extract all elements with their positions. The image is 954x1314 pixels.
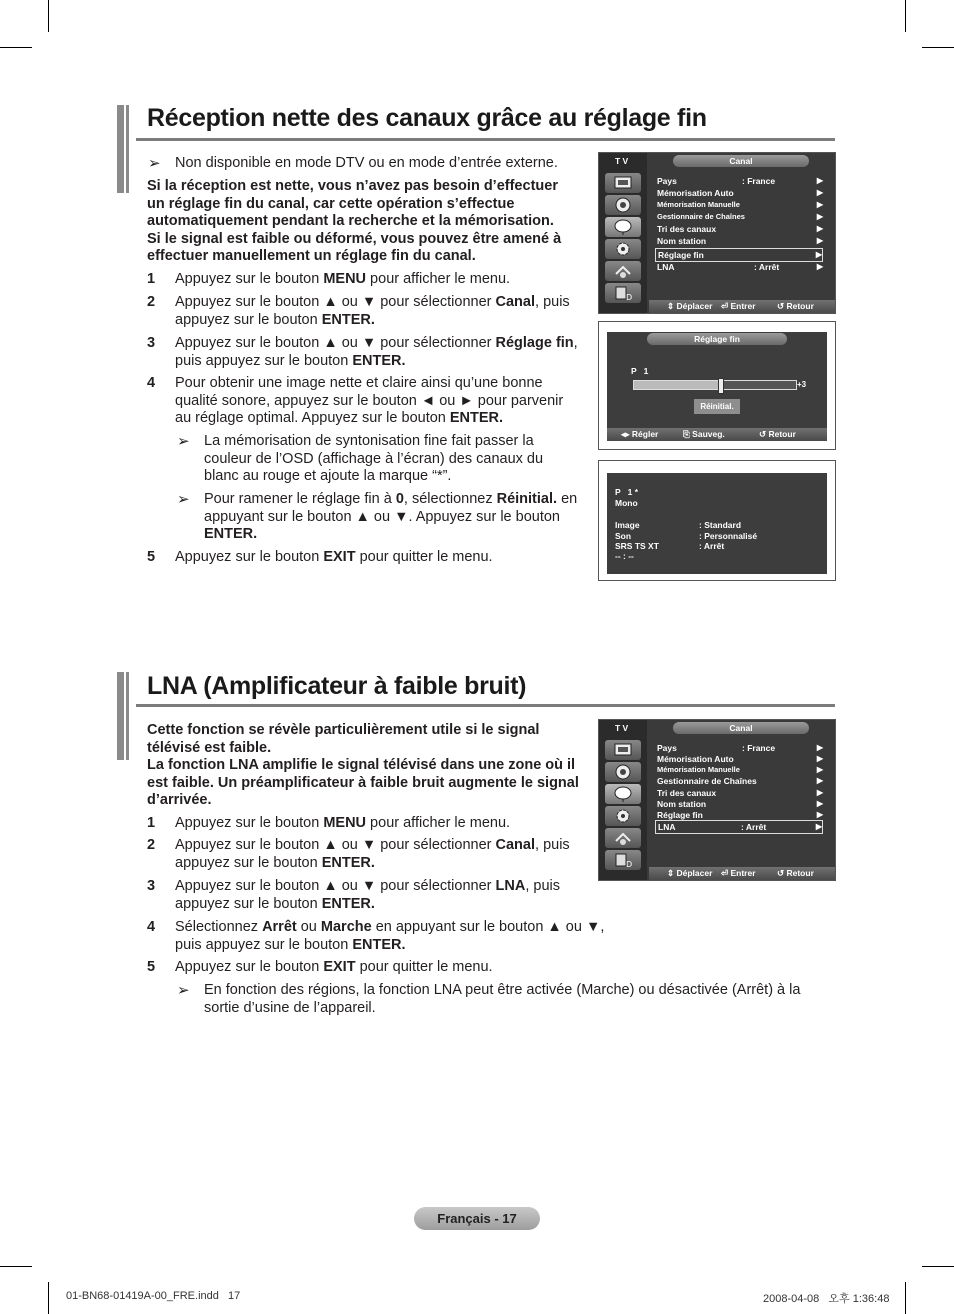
section-side-bars	[117, 672, 129, 760]
osd-sidebar: T V D	[599, 153, 647, 313]
date-slug: 2008-04-08 오후 1:36:48	[763, 1293, 890, 1305]
osd-row-tri[interactable]: Tri des canaux ▶	[657, 224, 823, 234]
step-number: 4	[147, 375, 156, 391]
osd-footer: ⇕ Déplacer ⏎ Entrer ↺ Retour	[649, 300, 835, 313]
step-text: Appuyez sur le bouton MENU pour afficher le menu.	[175, 271, 511, 287]
slider-value: +3	[797, 380, 807, 389]
osd-row-nom-station[interactable]: Nom station ▶	[657, 799, 823, 809]
setup-icon	[605, 806, 641, 826]
info-row-value: : Arrêt	[699, 541, 725, 551]
osd-row-tri[interactable]: Tri des canaux ▶	[657, 788, 823, 798]
osd-sidebar: T V D	[599, 720, 647, 880]
svg-text:D: D	[626, 293, 633, 302]
osd-footer: ⇕ Déplacer ⏎ Entrer ↺ Retour	[649, 867, 835, 880]
osd-info	[598, 460, 836, 581]
step-text: Pour obtenir une image nette et claire ainsi qu’une bonne qualité sonore, appuyez sur le bouton ◄ ou ► pour parvenir au réglage optimal. Appuyez sur le bouton ENTER.	[175, 375, 564, 426]
osd-row-lna[interactable]: LNA : Arrêt ▶	[655, 820, 823, 834]
channel-icon	[605, 784, 641, 804]
osd-row-nom-station[interactable]: Nom station ▶	[657, 236, 823, 246]
osd-header: Canal	[673, 155, 809, 167]
note-arrow-icon: ➢	[177, 491, 190, 508]
osd-canal-menu	[598, 152, 836, 314]
step-number: 2	[147, 837, 156, 853]
osd-row-reglage-fin[interactable]: Réglage fin ▶	[657, 810, 823, 820]
page-number: Français - 17	[414, 1207, 540, 1230]
svg-text:D: D	[626, 860, 633, 869]
info-time: -- : --	[615, 551, 634, 561]
info-row-value: : Personnalisé	[699, 531, 758, 541]
osd-row-memorisation-manuelle[interactable]: Mémorisation Manuelle ▶	[657, 200, 823, 209]
osd-channel: P 1	[631, 366, 649, 376]
sound-icon	[605, 195, 641, 215]
note-arrow-icon: ➢	[177, 433, 190, 450]
info-audio: Mono	[615, 498, 638, 508]
info-row-label: SRS TS XT	[615, 541, 659, 551]
crop-mark	[922, 47, 954, 48]
osd-row-reglage-fin[interactable]: Réglage fin ▶	[655, 248, 823, 262]
note-text: En fonction des régions, la fonction LNA peut être activée (Marche) ou désactivée (Arrêt) à la sortie d’usine de l’appareil.	[204, 982, 801, 1016]
channel-icon	[605, 217, 641, 237]
section-title: Réception nette des canaux grâce au réglage fin	[147, 104, 707, 132]
step-text: Appuyez sur le bouton ▲ ou ▼ pour sélectionner Canal, puis appuyez sur le bouton ENTER.	[175, 837, 570, 871]
note-arrow-icon: ➢	[148, 155, 161, 172]
osd-header: Réglage fin	[647, 333, 787, 345]
step-text: Appuyez sur le bouton EXIT pour quitter le menu.	[175, 959, 493, 975]
osd-row-gestionnaire[interactable]: Gestionnaire de Chaînes ▶	[657, 776, 823, 786]
step-number: 3	[147, 878, 156, 894]
file-slug: 01-BN68-01419A-00_FRE.indd 17	[66, 1290, 241, 1302]
step-number: 2	[147, 294, 156, 310]
intro-text: Si la réception est nette, vous n’avez pas besoin d’effectuer un réglage fin du canal, car cette opération s’effectue automatiquement pendant la recherche et la mémorisation. Si le signal est faible ou déformé, vous pouvez être amené à effectuer manuellement un réglage fin du canal.	[147, 178, 562, 264]
crop-mark	[0, 1266, 32, 1267]
info-channel: P 1 *	[615, 487, 638, 497]
section-side-bars	[117, 105, 129, 193]
osd-row-memorisation-auto[interactable]: Mémorisation Auto ▶	[657, 754, 823, 764]
info-row-value: : Standard	[699, 520, 742, 530]
fine-tune-slider[interactable]	[633, 380, 797, 390]
sound-icon	[605, 762, 641, 782]
osd-canal-menu-lna	[598, 719, 836, 881]
osd-row-memorisation-auto[interactable]: Mémorisation Auto ▶	[657, 188, 823, 198]
note-text: La mémorisation de syntonisation fine fait passer la couleur de l’OSD (affichage à l’écran) des canaux du blanc au rouge et ajoute la marque “*”.	[204, 433, 544, 484]
osd-fine-tune	[598, 321, 836, 450]
picture-icon	[605, 173, 641, 193]
step-text: Appuyez sur le bouton ▲ ou ▼ pour sélectionner LNA, puis appuyez sur le bouton ENTER.	[175, 878, 560, 912]
step-number: 1	[147, 815, 156, 831]
digital-icon	[605, 283, 641, 303]
crop-mark	[48, 1282, 49, 1314]
step-text: Appuyez sur le bouton ▲ ou ▼ pour sélectionner Canal, puis appuyez sur le bouton ENTER.	[175, 294, 570, 328]
osd-row-memorisation-manuelle[interactable]: Mémorisation Manuelle ▶	[657, 765, 823, 774]
osd-row-gestionnaire[interactable]: Gestionnaire de Chaînes ▶	[657, 212, 823, 221]
note-text: Non disponible en mode DTV ou en mode d’entrée externe.	[175, 155, 558, 171]
osd-row-lna[interactable]: LNA : Arrêt ▶	[657, 262, 823, 272]
crop-mark	[905, 0, 906, 32]
crop-mark	[922, 1266, 954, 1267]
step-number: 5	[147, 549, 156, 565]
osd-header: Canal	[673, 722, 809, 734]
digital-icon	[605, 850, 641, 870]
crop-mark	[0, 47, 32, 48]
note-arrow-icon: ➢	[177, 982, 190, 999]
osd-footer: ◂▸ Régler ⎘ Sauveg. ↺ Retour	[607, 428, 827, 441]
step-number: 1	[147, 271, 156, 287]
input-icon	[605, 828, 641, 848]
input-icon	[605, 261, 641, 281]
info-row-label: Image	[615, 520, 640, 530]
step-number: 3	[147, 335, 156, 351]
osd-row-pays[interactable]: Pays : France ▶	[657, 743, 823, 753]
section-title: LNA (Amplificateur à faible bruit)	[147, 672, 527, 700]
reset-button[interactable]: Réinitial.	[694, 399, 740, 414]
osd-row-pays[interactable]: Pays : France ▶	[657, 176, 823, 186]
section-rule	[136, 138, 835, 141]
info-row-label: Son	[615, 531, 632, 541]
step-text: Appuyez sur le bouton ▲ ou ▼ pour sélectionner Réglage fin, puis appuyez sur le bouton ENTER.	[175, 335, 578, 369]
section-rule	[136, 704, 835, 707]
crop-mark	[905, 1282, 906, 1314]
picture-icon	[605, 740, 641, 760]
step-text: Appuyez sur le bouton EXIT pour quitter le menu.	[175, 549, 493, 565]
setup-icon	[605, 239, 641, 259]
step-number: 4	[147, 919, 156, 935]
step-text: Sélectionnez Arrêt ou Marche en appuyant sur le bouton ▲ ou ▼, puis appuyez sur le bouton ENTER.	[175, 919, 605, 953]
step-number: 5	[147, 959, 156, 975]
step-text: Appuyez sur le bouton MENU pour afficher le menu.	[175, 815, 511, 831]
intro-text: Cette fonction se révèle particulièrement utile si le signal télévisé est faible. La fonction LNA amplifie le signal télévisé dans une zone où il est faible. Un préamplificateur à faible bruit augmente le signal d’arrivée.	[147, 722, 579, 808]
crop-mark	[48, 0, 49, 32]
note-text: Pour ramener le réglage fin à 0, sélectionnez Réinitial. en appuyant sur le bouton ▲ ou ▼. Appuyez sur le bouton ENTER.	[204, 491, 578, 542]
